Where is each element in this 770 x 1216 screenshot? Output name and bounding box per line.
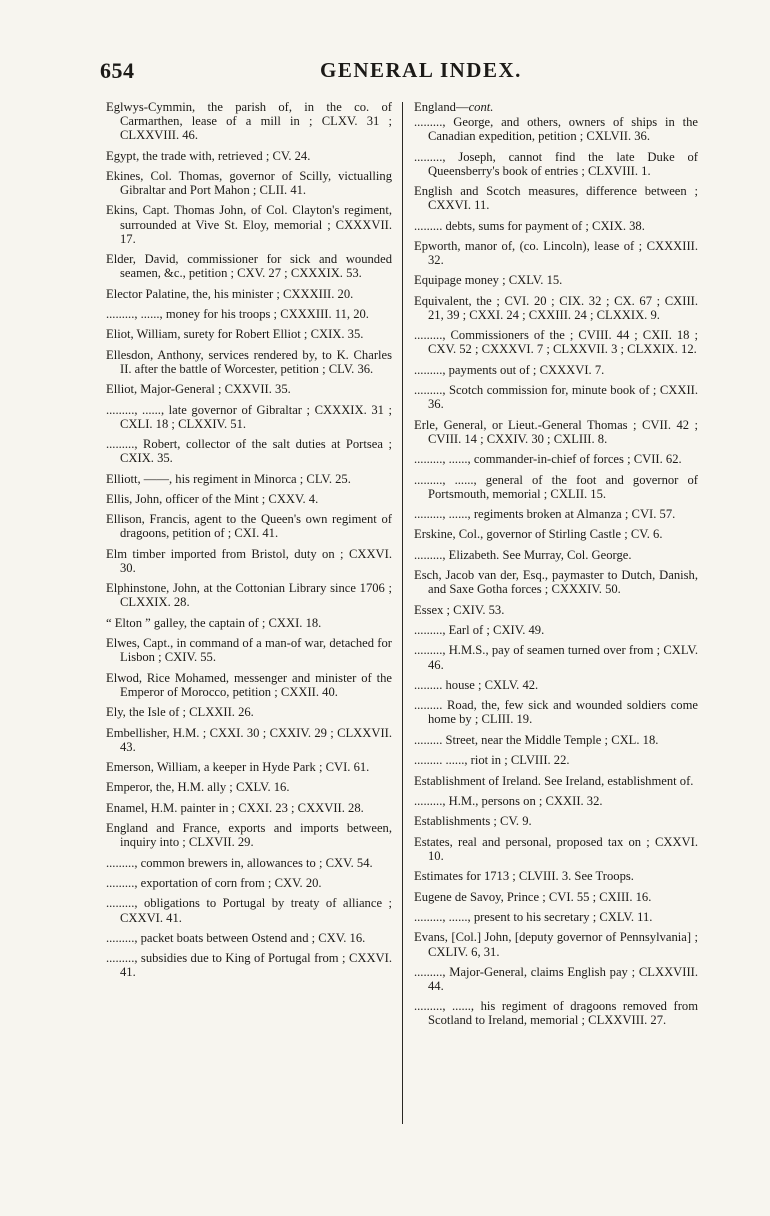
index-entry: ........., subsidies due to King of Portugal from ; CXXVI. 41. bbox=[106, 951, 392, 980]
index-entry: ........., packet boats between Ostend and ; CXV. 16. bbox=[106, 930, 366, 945]
index-entry: ......... debts, sums for payment of ; CXIX. 38. bbox=[414, 218, 645, 233]
index-entry: Ellison, Francis, agent to the Queen's own regiment of dragoons, petition of ; CXI. 41. bbox=[106, 512, 392, 541]
index-entry: Elder, David, commissioner for sick and wounded seamen, &c., petition ; CXV. 27 ; CXXXIX. 53. bbox=[106, 252, 392, 281]
index-entry: ........., ......, general of the foot and governor of Portsmouth, memorial ; CXLII. 15. bbox=[414, 472, 698, 501]
index-entry: Elwes, Capt., in command of a man-of war, detached for Lisbon ; CXIV. 55. bbox=[106, 636, 392, 665]
index-entry: Enamel, H.M. painter in ; CXXI. 23 ; CXXVII. 28. bbox=[106, 800, 364, 815]
page-header bbox=[100, 58, 700, 88]
index-entry: Embellisher, H.M. ; CXXI. 30 ; CXXIV. 29 ; CLXXVII. 43. bbox=[106, 725, 392, 754]
index-entry: Elliott, ——, his regiment in Minorca ; CLV. 25. bbox=[106, 471, 351, 486]
index-entry: ........., Commissioners of the ; CVIII. 44 ; CXII. 18 ; CXV. 52 ; CXXXVI. 7 ; CLXXVII. 3 ; CLXXIX. 12. bbox=[414, 328, 698, 357]
index-entry: Elliot, Major-General ; CXXVII. 35. bbox=[106, 382, 291, 397]
index-entry: Eglwys-Cymmin, the parish of, in the co. of Carmarthen, lease of a mill in ; CLXV. 31 ; CLXXVIII. 46. bbox=[106, 100, 392, 143]
index-entry: Estimates for 1713 ; CLVIII. 3. See Troops. bbox=[414, 869, 634, 884]
index-entry: Elector Palatine, the, his minister ; CXXXIII. 20. bbox=[106, 286, 354, 301]
index-column-right bbox=[414, 100, 698, 1190]
index-entry: ........., Robert, collector of the salt duties at Portsea ; CXIX. 35. bbox=[106, 437, 392, 466]
index-entry: Ekines, Col. Thomas, governor of Scilly, victualling Gibraltar and Port Mahon ; CLII. 41. bbox=[106, 168, 392, 198]
index-entry: ........., common brewers in, allowances to ; CXV. 54. bbox=[106, 855, 373, 870]
index-entry: Eugene de Savoy, Prince ; CVI. 55 ; CXIII. 16. bbox=[414, 889, 652, 904]
index-entry: Ellis, John, officer of the Mint ; CXXV. 4. bbox=[106, 491, 319, 506]
index-entry: Equipage money ; CXLV. 15. bbox=[414, 273, 563, 288]
index-entry: Eliot, William, surety for Robert Elliot ; CXIX. 35. bbox=[106, 327, 364, 342]
page-number: 654 bbox=[100, 58, 135, 83]
index-entry: ........., Earl of ; CXIV. 49. bbox=[414, 623, 545, 638]
index-entry: ........., Joseph, cannot find the late Duke of Queensberry's book of entries ; CLXVIII. 1. bbox=[414, 149, 698, 178]
index-entry: ........., George, and others, owners of ships in the Canadian expedition, petition ; CXLVII. 36. bbox=[414, 115, 698, 144]
index-entry: Essex ; CXIV. 53. bbox=[414, 602, 505, 617]
index-entry: Erskine, Col., governor of Stirling Castle ; CV. 6. bbox=[414, 527, 663, 542]
index-entry: Elwod, Rice Mohamed, messenger and minister of the Emperor of Morocco, petition ; CXXII. 40. bbox=[106, 670, 392, 699]
index-entry: ........., Scotch commission for, minute book of ; CXXII. 36. bbox=[414, 383, 698, 412]
index-entry: Erle, General, or Lieut.-General Thomas ; CVII. 42 ; CVIII. 14 ; CXXIV. 30 ; CXLIII. 8. bbox=[414, 417, 698, 446]
index-entry: ......... house ; CXLV. 42. bbox=[414, 677, 539, 692]
index-entry: Elm timber imported from Bristol, duty on ; CXXVI. 30. bbox=[106, 546, 392, 575]
index-entry: ........., ......, present to his secretary ; CXLV. 11. bbox=[414, 910, 653, 925]
running-head: GENERAL INDEX. bbox=[320, 58, 522, 82]
column-divider bbox=[402, 102, 403, 1124]
index-entry: ........., ......, commander-in-chief of forces ; CVII. 62. bbox=[414, 452, 682, 467]
index-column-left bbox=[106, 100, 392, 1190]
index-entry: England and France, exports and imports between, inquiry into ; CLXVII. 29. bbox=[106, 821, 392, 850]
index-entry: ........., exportation of corn from ; CXV. 20. bbox=[106, 876, 322, 891]
index-entry: ......... Road, the, few sick and wounded soldiers come home by ; CLIII. 19. bbox=[414, 698, 698, 727]
index-entry: Ely, the Isle of ; CLXXII. 26. bbox=[106, 705, 254, 720]
continued-heading-term: England bbox=[414, 100, 456, 114]
index-entry: Establishments ; CV. 9. bbox=[414, 814, 532, 829]
index-entry: ........., ......, money for his troops ; CXXXIII. 11, 20. bbox=[106, 306, 369, 321]
index-entry: ........., obligations to Portugal by treaty of alliance ; CXXVI. 41. bbox=[106, 896, 392, 925]
index-entry: Estates, real and personal, proposed tax on ; CXXVI. 10. bbox=[414, 834, 698, 863]
index-entry: Emerson, William, a keeper in Hyde Park ; CVI. 61. bbox=[106, 760, 370, 774]
index-entry: Elphinstone, John, at the Cottonian Library since 1706 ; CLXXIX. 28. bbox=[106, 581, 392, 610]
index-entry: Epworth, manor of, (co. Lincoln), lease of ; CXXXIII. 32. bbox=[414, 238, 698, 268]
index-entry: ........., H.M., persons on ; CXXII. 32. bbox=[414, 793, 603, 808]
index-entry: Ellesdon, Anthony, services rendered by, to K. Charles II. after the battle of Worcester, petition ; CLV. 36. bbox=[106, 347, 392, 376]
index-entry: English and Scotch measures, difference between ; CXXVI. 11. bbox=[414, 184, 698, 213]
index-entry: Emperor, the, H.M. ally ; CXLV. 16. bbox=[106, 780, 290, 795]
index-entry: ......... Street, near the Middle Temple ; CXL. 18. bbox=[414, 732, 659, 747]
index-entry: ........., payments out of ; CXXXVI. 7. bbox=[414, 362, 605, 377]
index-entry: Establishment of Ireland. See Ireland, establishment of. bbox=[414, 773, 694, 788]
index-entry: ........., Elizabeth. See Murray, Col. George. bbox=[414, 547, 632, 562]
continued-heading: England—cont. bbox=[414, 100, 494, 114]
index-entry: ........., H.M.S., pay of seamen turned over from ; CXLV. 46. bbox=[414, 643, 698, 672]
continued-label: cont. bbox=[468, 100, 494, 114]
index-entry: “ Elton ” galley, the captain of ; CXXI. 18. bbox=[106, 615, 322, 630]
index-entry: Ekins, Capt. Thomas John, of Col. Clayton's regiment, surrounded at Vive St. Eloy, memorial ; CXXXVII. 17. bbox=[106, 203, 392, 246]
index-entry: ........., ......, regiments broken at Almanza ; CVI. 57. bbox=[414, 507, 676, 522]
index-entry: ........., ......, his regiment of dragoons removed from Scotland to Ireland, memorial ; CLXXVIII. 27. bbox=[414, 999, 698, 1028]
index-entry: Evans, [Col.] John, [deputy governor of Pennsylvania] ; CXLIV. 6, 31. bbox=[414, 930, 698, 959]
index-entry: Equivalent, the ; CVI. 20 ; CIX. 32 ; CX. 67 ; CXIII. 21, 39 ; CXXI. 24 ; CXXIII. 24 ; CLXXIX. 9. bbox=[414, 293, 698, 322]
index-entry: Esch, Jacob van der, Esq., paymaster to Dutch, Danish, and Saxe Gotha forces ; CXXXIV. 50. bbox=[414, 568, 698, 597]
index-entry: ........., ......, late governor of Gibraltar ; CXXXIX. 31 ; CXLI. 18 ; CLXXIV. 51. bbox=[106, 402, 392, 431]
index-entry: Egypt, the trade with, retrieved ; CV. 24. bbox=[106, 148, 311, 163]
index-entry: ........., Major-General, claims English pay ; CLXXVIII. 44. bbox=[414, 964, 698, 993]
index-entry: ......... ......, riot in ; CLVIII. 22. bbox=[414, 753, 570, 768]
